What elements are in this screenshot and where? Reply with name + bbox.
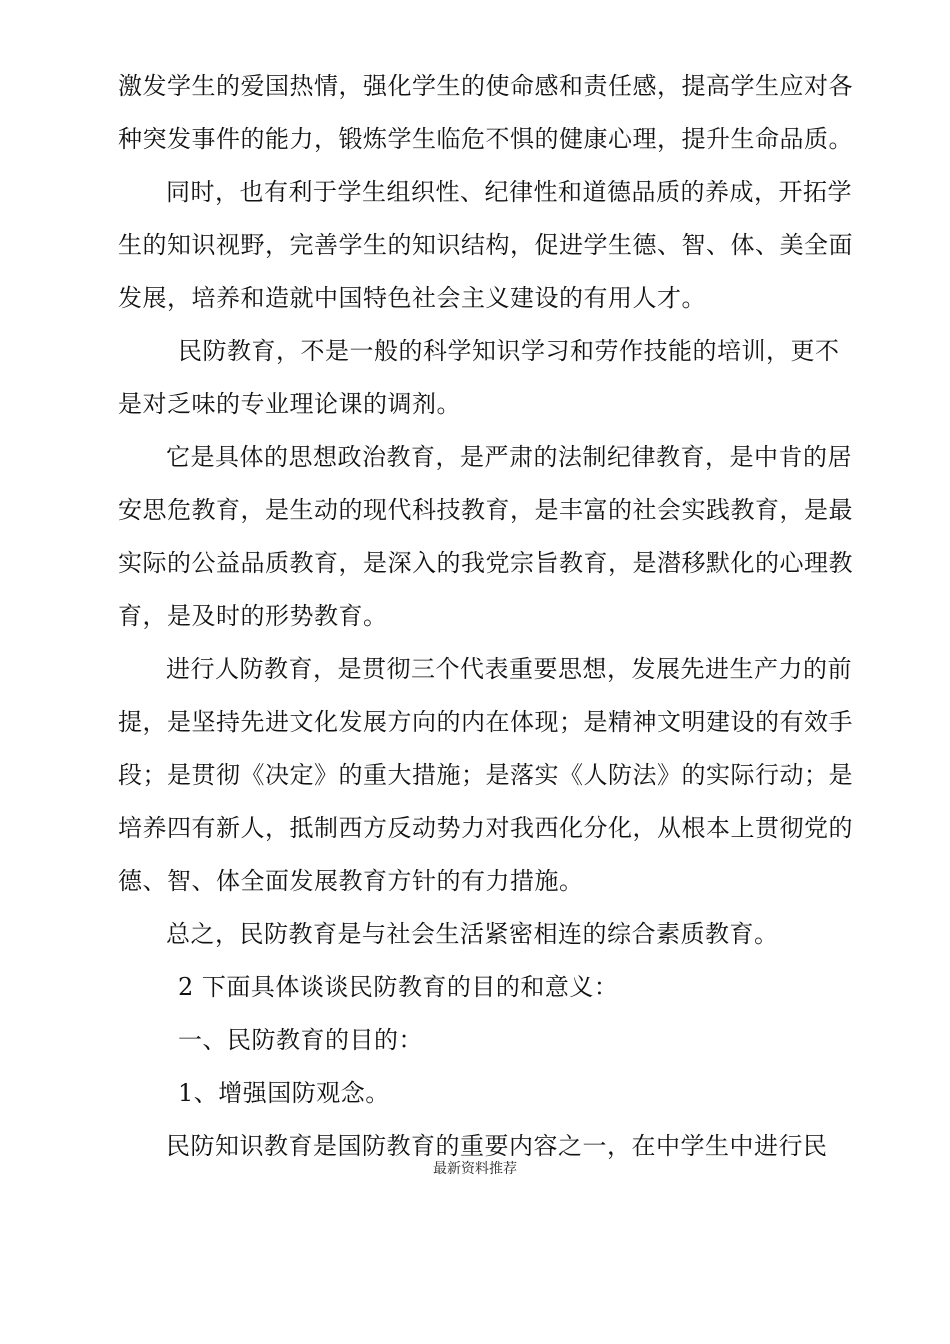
text-line: 培养四有新人，抵制西方反动势力对我西化分化，从根本上贯彻党的 (118, 814, 853, 842)
text-line: 发展，培养和造就中国特色社会主义建设的有用人才。 (118, 284, 706, 312)
text-line: 段；是贯彻《决定》的重大措施；是落实《人防法》的实际行动；是 (118, 761, 853, 789)
text-line: 民防教育，不是一般的科学知识学习和劳作技能的培训，更不 (178, 337, 840, 365)
text-line: 它是具体的思想政治教育，是严肃的法制纪律教育，是中肯的居 (166, 443, 852, 471)
page-footer: 最新资料推荐 (433, 1161, 517, 1177)
text-line: 1、增强国防观念。 (178, 1079, 390, 1107)
text-line: 德、智、体全面发展教育方针的有力措施。 (118, 867, 584, 895)
text-line: 一、民防教育的目的： (178, 1026, 423, 1054)
text-line: 同时，也有利于学生组织性、纪律性和道德品质的养成，开拓学 (166, 178, 852, 206)
text-line: 2 下面具体谈谈民防教育的目的和意义： (178, 973, 619, 1001)
text-line: 种突发事件的能力，锻炼学生临危不惧的健康心理，提升生命品质。 (118, 125, 853, 153)
text-line: 安思危教育，是生动的现代科技教育，是丰富的社会实践教育，是最 (118, 496, 853, 524)
text-line: 实际的公益品质教育，是深入的我党宗旨教育，是潜移默化的心理教 (118, 549, 853, 577)
text-line: 进行人防教育，是贯彻三个代表重要思想，发展先进生产力的前 (166, 655, 852, 683)
text-line: 提，是坚持先进文化发展方向的内在体现；是精神文明建设的有效手 (118, 708, 853, 736)
text-line: 生的知识视野，完善学生的知识结构，促进学生德、智、体、美全面 (118, 231, 853, 259)
text-line: 是对乏味的专业理论课的调剂。 (118, 390, 461, 418)
text-line: 激发学生的爱国热情，强化学生的使命感和责任感，提高学生应对各 (118, 72, 853, 100)
text-line: 育，是及时的形势教育。 (118, 602, 388, 630)
text-line: 总之，民防教育是与社会生活紧密相连的综合素质教育。 (166, 920, 779, 948)
text-line: 民防知识教育是国防教育的重要内容之一，在中学生中进行民 (166, 1132, 828, 1160)
